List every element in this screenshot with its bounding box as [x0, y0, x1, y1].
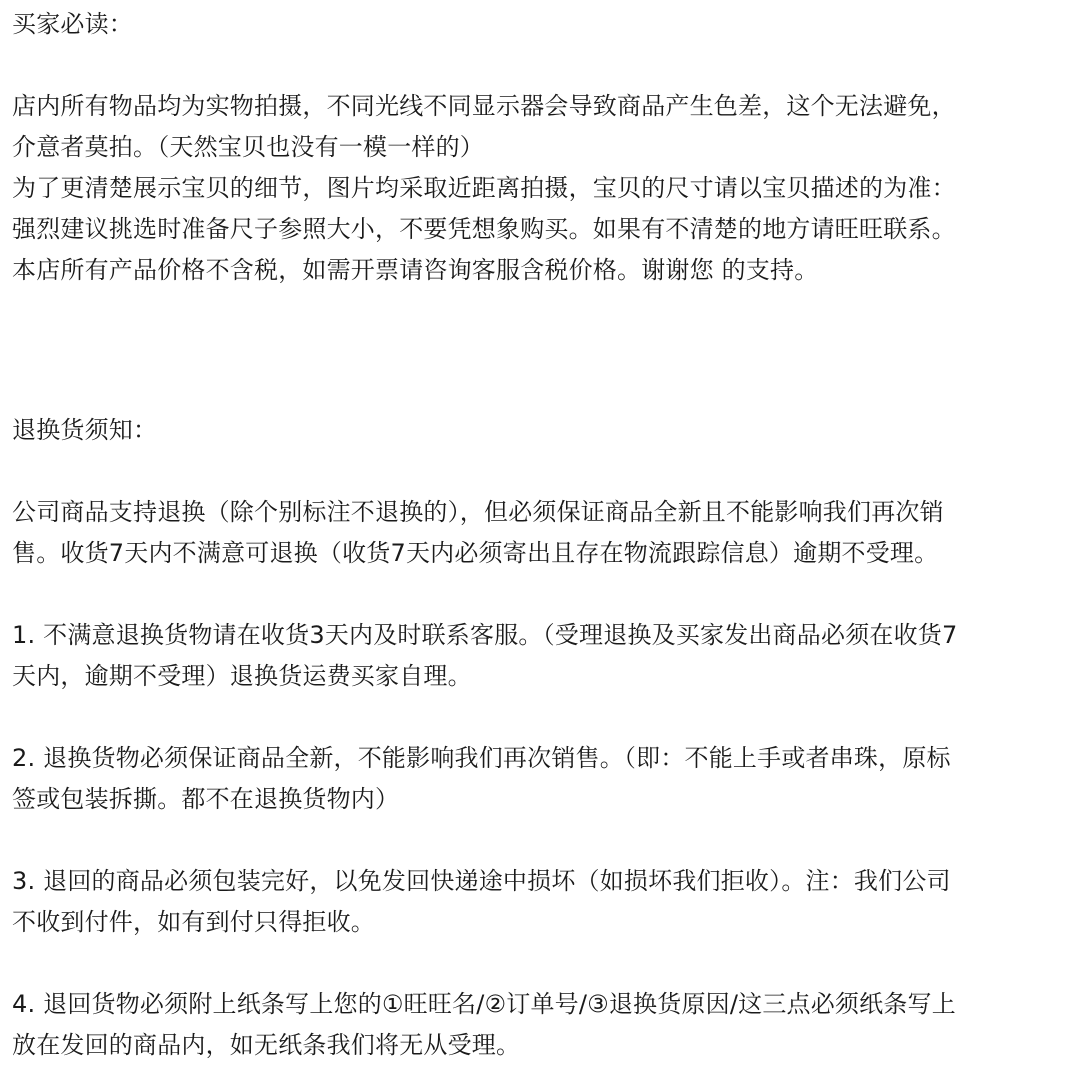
return-rule-2	[12, 738, 1074, 820]
buyer-notice-line: 强烈建议挑选时准备尺子参照大小，不要凭想象购买。如果有不清楚的地方请旺旺联系。	[12, 215, 956, 243]
return-rule-3	[12, 861, 1074, 943]
return-rule-line: 1. 不满意退换货物请在收货3天内及时联系客服。（受理退换及买家发出商品必须在收货7	[12, 621, 958, 649]
return-rule-line: 天内，逾期不受理）退换货运费买家自理。	[12, 662, 472, 690]
spacer	[12, 451, 1074, 492]
return-policy-intro	[12, 492, 1074, 574]
return-rule-line: 放在发回的商品内，如无纸条我们将无从受理。	[12, 1031, 521, 1059]
spacer	[12, 943, 1074, 984]
return-rule-line: 2. 退换货物必须保证商品全新，不能影响我们再次销售。（即：不能上手或者串珠，原标	[12, 744, 951, 772]
spacer	[12, 697, 1074, 738]
return-rule-line: 3. 退回的商品必须包装完好，以免发回快递途中损坏（如损坏我们拒收）。注：我们公司	[12, 867, 951, 895]
spacer	[12, 45, 1074, 86]
buyer-notice-heading: 买家必读：	[12, 10, 133, 38]
spacer	[12, 820, 1074, 861]
notice-document	[12, 0, 1074, 1066]
return-rule-1	[12, 615, 1074, 697]
buyer-notice-line: 店内所有物品均为实物拍摄，不同光线不同显示器会导致商品产生色差，这个无法避免，	[12, 92, 956, 120]
buyer-notice-line: 介意者莫拍。（天然宝贝也没有一模一样的）	[12, 133, 484, 161]
buyer-notice-line: 本店所有产品价格不含税，如需开票请咨询客服含税价格。谢谢您 的支持。	[12, 256, 819, 284]
return-rule-line: 不收到付件，如有到付只得拒收。	[12, 908, 375, 936]
return-intro-line: 售。收货7天内不满意可退换（收货7天内必须寄出且存在物流跟踪信息）逾期不受理。	[12, 539, 939, 567]
spacer	[12, 291, 1074, 369]
return-policy-heading: 退换货须知：	[12, 416, 158, 444]
buyer-notice-paragraph	[12, 86, 1074, 291]
spacer	[12, 574, 1074, 615]
return-rule-4	[12, 984, 1074, 1066]
return-rule-line: 4. 退回货物必须附上纸条写上您的①旺旺名/②订单号/③退换货原因/这三点必须纸条写上	[12, 990, 956, 1018]
buyer-notice-line: 为了更清楚展示宝贝的细节，图片均采取近距离拍摄，宝贝的尺寸请以宝贝描述的为准：	[12, 174, 956, 202]
spacer	[12, 369, 1074, 410]
return-rule-line: 签或包装拆撕。都不在退换货物内）	[12, 785, 400, 813]
return-intro-line: 公司商品支持退换（除个别标注不退换的），但必须保证商品全新且不能影响我们再次销	[12, 498, 944, 526]
